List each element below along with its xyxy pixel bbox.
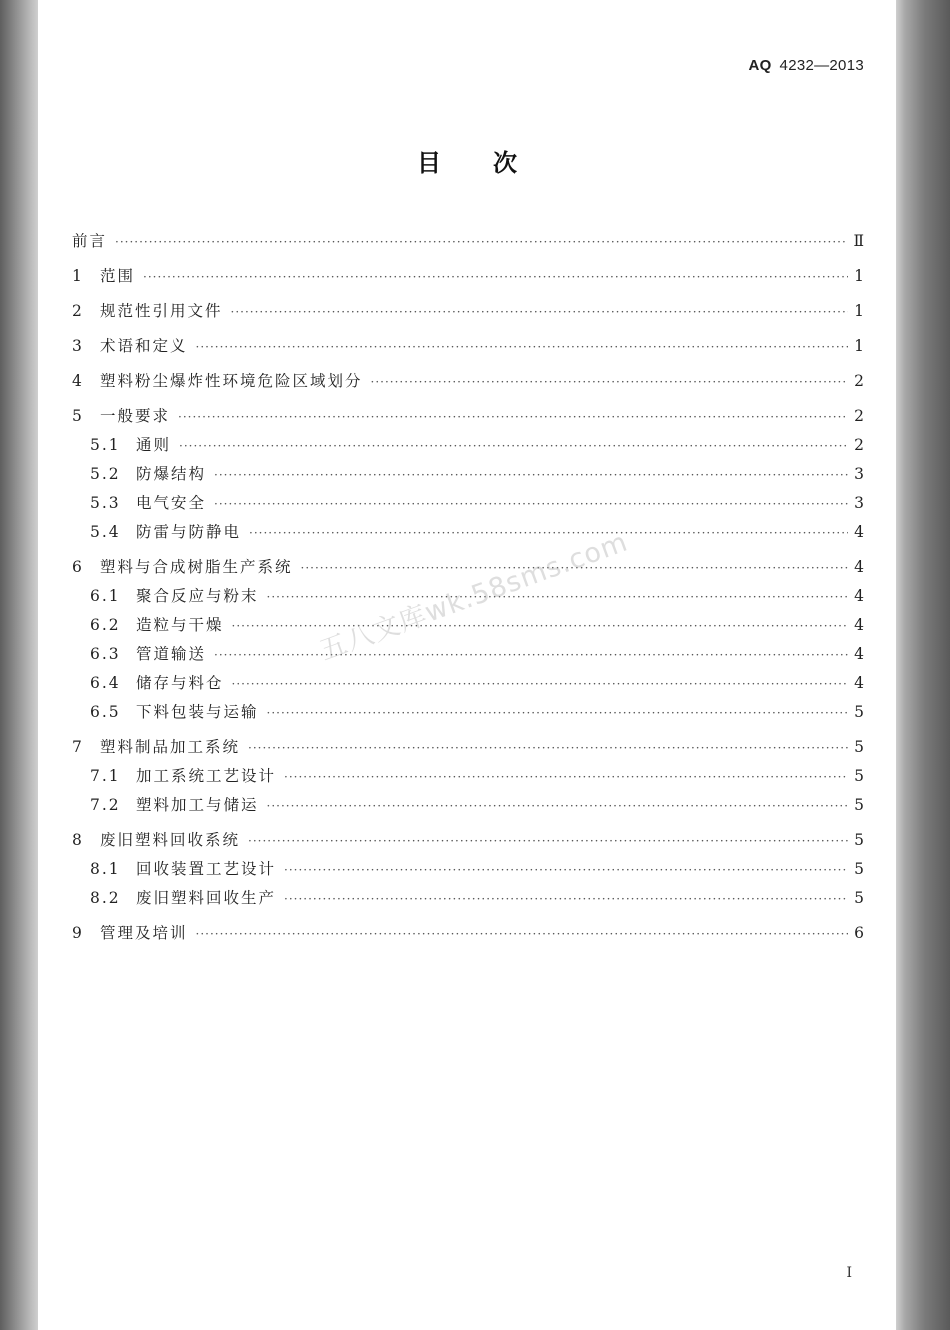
toc-entry-page: 5 [854,860,864,878]
toc-entry-number: 2 [72,302,84,320]
toc-entry-number: 6.2 [90,616,121,634]
toc-entry-label: 管道输送 [136,645,207,663]
toc-entry-number: 5.3 [90,494,121,512]
toc-entry-label: 范围 [100,267,136,285]
toc-entry-page: 1 [854,337,864,355]
toc-entry-page: 5 [854,796,864,814]
toc-entry-number: 5.1 [90,436,121,454]
toc-entry[interactable] [72,735,864,757]
toc-entry[interactable] [72,334,864,356]
toc-entry-number: 1 [72,267,84,285]
toc-entry-page: 4 [854,645,864,663]
toc-entry-page: 4 [854,558,864,576]
toc-entry-label: 一般要求 [100,407,171,425]
toc-entry[interactable] [72,642,864,664]
toc-entry-number: 8.2 [90,889,121,907]
toc-entry[interactable] [72,229,864,251]
toc-entry-label: 术语和定义 [100,337,188,355]
toc-entry-number: 9 [72,924,84,942]
toc-entry[interactable] [72,433,864,455]
dot-leader [267,590,848,604]
toc-entry-page: 2 [854,407,864,425]
dot-leader [267,799,848,813]
toc-entry-number: 6.5 [90,703,121,721]
toc-entry-page: 5 [854,703,864,721]
dot-leader [284,863,848,877]
toc-entry-page: 5 [854,889,864,907]
document-page [38,0,896,1330]
toc-entry-number: 6.3 [90,645,121,663]
toc-entry-page: 2 [854,436,864,454]
toc-entry-number: 6 [72,558,84,576]
dot-leader [179,439,848,453]
dot-leader [232,677,848,691]
toc-entry[interactable] [72,764,864,786]
toc-entry[interactable] [72,404,864,426]
toc-entry[interactable] [72,264,864,286]
toc-entry[interactable] [72,857,864,879]
toc-entry-page: 4 [854,523,864,541]
toc-entry-page: 3 [854,465,864,483]
toc-entry[interactable] [72,921,864,943]
toc-entry-page: 1 [854,302,864,320]
toc-entry-number: 3 [72,337,84,355]
toc-entry-label: 塑料加工与储运 [136,796,259,814]
dot-leader [115,235,847,249]
toc-entry-page: 6 [854,924,864,942]
toc-entry-number: 6.4 [90,674,121,692]
toc-entry-number: 5.2 [90,465,121,483]
toc-entry-page: 5 [854,738,864,756]
toc-entry-label: 塑料制品加工系统 [100,738,241,756]
toc-entry-label: 防雷与防静电 [136,523,242,541]
toc-entry-label: 管理及培训 [100,924,188,942]
toc-entry[interactable] [72,671,864,693]
toc-entry-label: 塑料与合成树脂生产系统 [100,558,293,576]
toc-entry-label: 加工系统工艺设计 [136,767,277,785]
dot-leader [143,270,848,284]
toc-entry-page: 5 [854,767,864,785]
dot-leader [196,927,848,941]
toc-entry-label: 废旧塑料回收生产 [136,889,277,907]
toc-entry-label: 规范性引用文件 [100,302,223,320]
standard-code-prefix: AQ [748,57,772,74]
toc-entry[interactable] [72,700,864,722]
toc-entry-label: 造粒与干燥 [136,616,224,634]
standard-code-number: 4232—2013 [779,57,864,74]
dot-leader [248,741,848,755]
watermark-text: 五八文库wk.58sms.com [315,526,633,667]
toc-entry-label: 下料包装与运输 [136,703,259,721]
toc-entry-label: 前言 [72,232,108,250]
toc-entry[interactable] [72,793,864,815]
toc-entry-number: 4 [72,372,84,390]
dot-leader [231,305,848,319]
toc-entry-label: 废旧塑料回收系统 [100,831,241,849]
toc-entry-number: 8.1 [90,860,121,878]
dot-leader [267,706,848,720]
dot-leader [248,834,848,848]
toc-entry-page: 3 [854,494,864,512]
toc-entry-label: 储存与料仓 [136,674,224,692]
dot-leader [214,648,848,662]
dot-leader [214,497,848,511]
toc-title: 目次 [417,149,569,177]
toc-entry-page: 2 [854,372,864,390]
toc-entry-page: 4 [854,674,864,692]
toc-entry-page: Ⅱ [853,232,864,250]
toc-entry[interactable] [72,299,864,321]
toc-entry[interactable] [72,462,864,484]
toc-entry-number: 7 [72,738,84,756]
dot-leader [249,526,848,540]
dot-leader [178,410,848,424]
toc-entry[interactable] [72,369,864,391]
dot-leader [284,892,848,906]
toc-entry-label: 聚合反应与粉末 [136,587,259,605]
toc-entry-number: 7.1 [90,767,121,785]
toc-entry[interactable] [72,828,864,850]
toc-entry-number: 5 [72,407,84,425]
standard-code [748,57,864,74]
toc-entry-number: 8 [72,831,84,849]
dot-leader [214,468,848,482]
toc-entry[interactable] [72,491,864,513]
toc-entry-page: 5 [854,831,864,849]
toc-entry-page: 1 [854,267,864,285]
toc-entry-number: 5.4 [90,523,121,541]
toc-entry-label: 回收装置工艺设计 [136,860,277,878]
toc-entry-label: 防爆结构 [136,465,207,483]
toc-entry-label: 通则 [136,436,172,454]
toc-entry[interactable] [72,886,864,908]
toc-entry-label: 塑料粉尘爆炸性环境危险区域划分 [100,372,363,390]
toc-entry-number: 7.2 [90,796,121,814]
dot-leader [371,375,848,389]
dot-leader [284,770,848,784]
page-number: I [846,1265,852,1281]
toc-entry-page: 4 [854,616,864,634]
dot-leader [196,340,848,354]
toc-entry-number: 6.1 [90,587,121,605]
toc-entry[interactable] [72,520,864,542]
toc-entry-page: 4 [854,587,864,605]
toc-entry-label: 电气安全 [136,494,207,512]
